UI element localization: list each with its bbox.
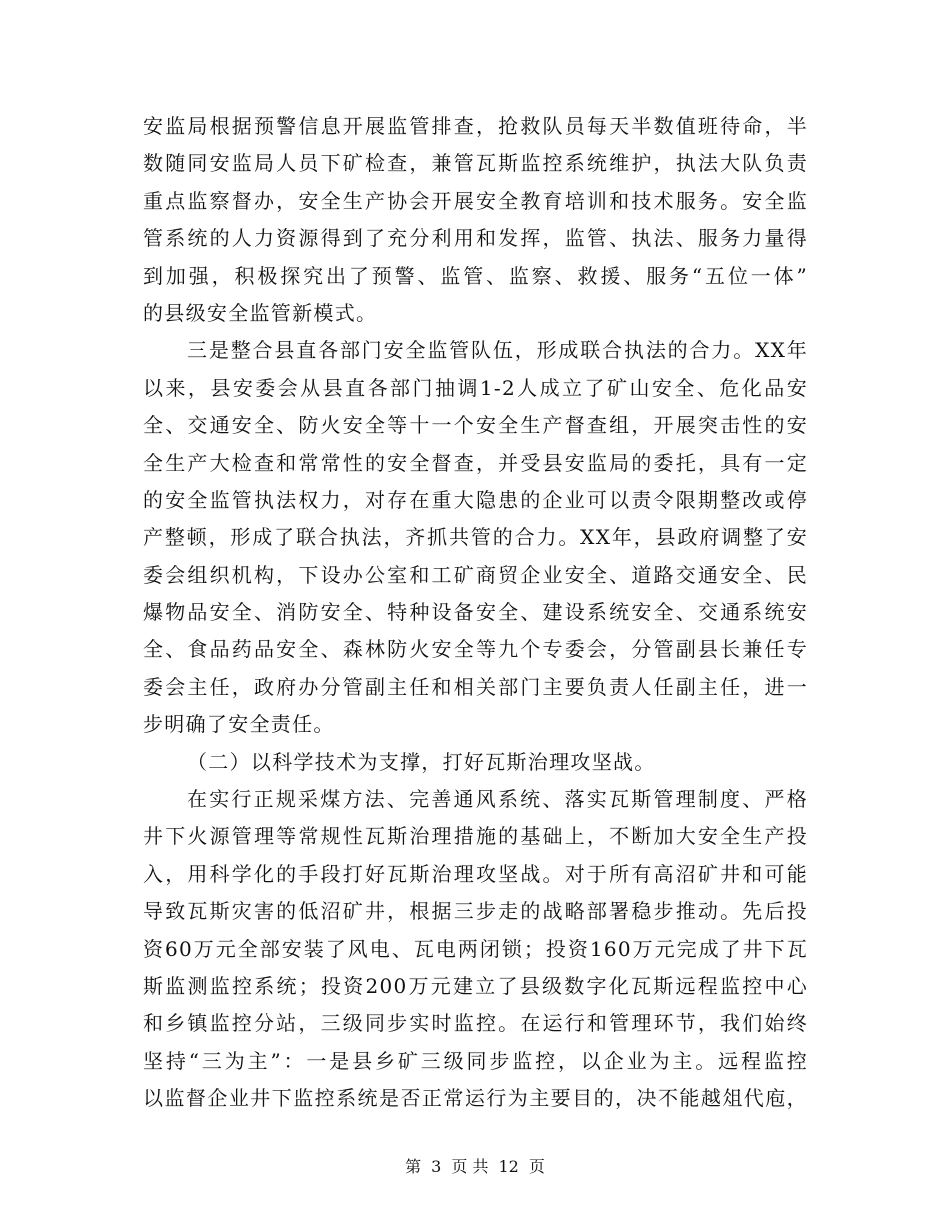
text-line: 安监局根据预警信息开展监管排查，抢救队员每天半数值班待命，半: [143, 114, 808, 138]
text-line: 以监督企业井下监控系统是否正常运行为主要目的，决不能越俎代庖，: [143, 1086, 808, 1111]
text-line: 重点监察督办，安全生产协会开展安全教育培训和技术服务。安全监: [143, 188, 808, 213]
text-line: 全、交通安全、防火安全等十一个安全生产督查组，开展突击性的安: [143, 413, 808, 438]
text-line: 数随同安监局人员下矿检查，兼管瓦斯监控系统维护，执法大队负责: [143, 151, 808, 176]
current-page-number: 3: [431, 1157, 442, 1176]
text-line: 在实行正规采煤方法、完善通风系统、落实瓦斯管理制度、严格: [187, 787, 808, 812]
text-line: 的安全监管执法权力，对存在重大隐患的企业可以责令限期整改或停: [143, 487, 808, 512]
text-line: 步明确了安全责任。: [143, 712, 335, 737]
text-line: 到加强，积极探究出了预警、监管、监察、救援、服务“五位一体”: [143, 263, 808, 288]
text-line: 的县级安全监管新模式。: [143, 300, 378, 325]
text-line: 资60万元全部安装了风电、瓦电两闭锁；投资160万元完成了井下瓦: [143, 936, 808, 961]
total-page-count: 12: [498, 1157, 519, 1176]
text-line: 和乡镇监控分站，三级同步实时监控。在运行和管理环节，我们始终: [143, 1011, 808, 1036]
page-footer: [0, 1154, 950, 1177]
text-line: 爆物品安全、消防安全、特种设备安全、建设系统安全、交通系统安: [143, 600, 808, 625]
text-line: （二）以科学技术为支撑，打好瓦斯治理攻坚战。: [187, 749, 656, 774]
footer-prefix: 第: [405, 1157, 422, 1176]
footer-suffix: 页: [528, 1157, 545, 1176]
footer-mid: 页 共: [451, 1157, 489, 1176]
document-body: [143, 108, 808, 1118]
text-line: 委会主任，政府办分管副主任和相关部门主要负责人任副主任，进一: [143, 674, 808, 699]
text-line: 委会组织机构，下设办公室和工矿商贸企业安全、道路交通安全、民: [143, 562, 808, 587]
text-line: 导致瓦斯灾害的低沼矿井，根据三步走的战略部署稳步推动。先后投: [143, 899, 808, 924]
text-line: 全、食品药品安全、森林防火安全等九个专委会，分管副县长兼任专: [143, 637, 808, 662]
text-line: 斯监测监控系统；投资200万元建立了县级数字化瓦斯远程监控中心: [143, 973, 808, 998]
text-line: 三是整合县直各部门安全监管队伍，形成联合执法的合力。XX年: [187, 338, 808, 363]
text-line: 井下火源管理等常规性瓦斯治理措施的基础上，不断加大安全生产投: [143, 824, 808, 849]
text-line: 坚持“三为主”：一是县乡矿三级同步监控，以企业为主。远程监控: [143, 1048, 808, 1073]
text-line: 产整顿，形成了联合执法，齐抓共管的合力。XX年，县政府调整了安: [143, 525, 808, 550]
text-line: 以来，县安委会从县直各部门抽调1-2人成立了矿山安全、危化品安: [143, 375, 808, 400]
text-line: 全生产大检查和常常性的安全督查，并受县安监局的委托，具有一定: [143, 450, 808, 475]
text-line: 管系统的人力资源得到了充分利用和发挥，监管、执法、服务力量得: [143, 226, 808, 251]
text-line: 入，用科学化的手段打好瓦斯治理攻坚战。对于所有高沼矿井和可能: [143, 861, 808, 886]
